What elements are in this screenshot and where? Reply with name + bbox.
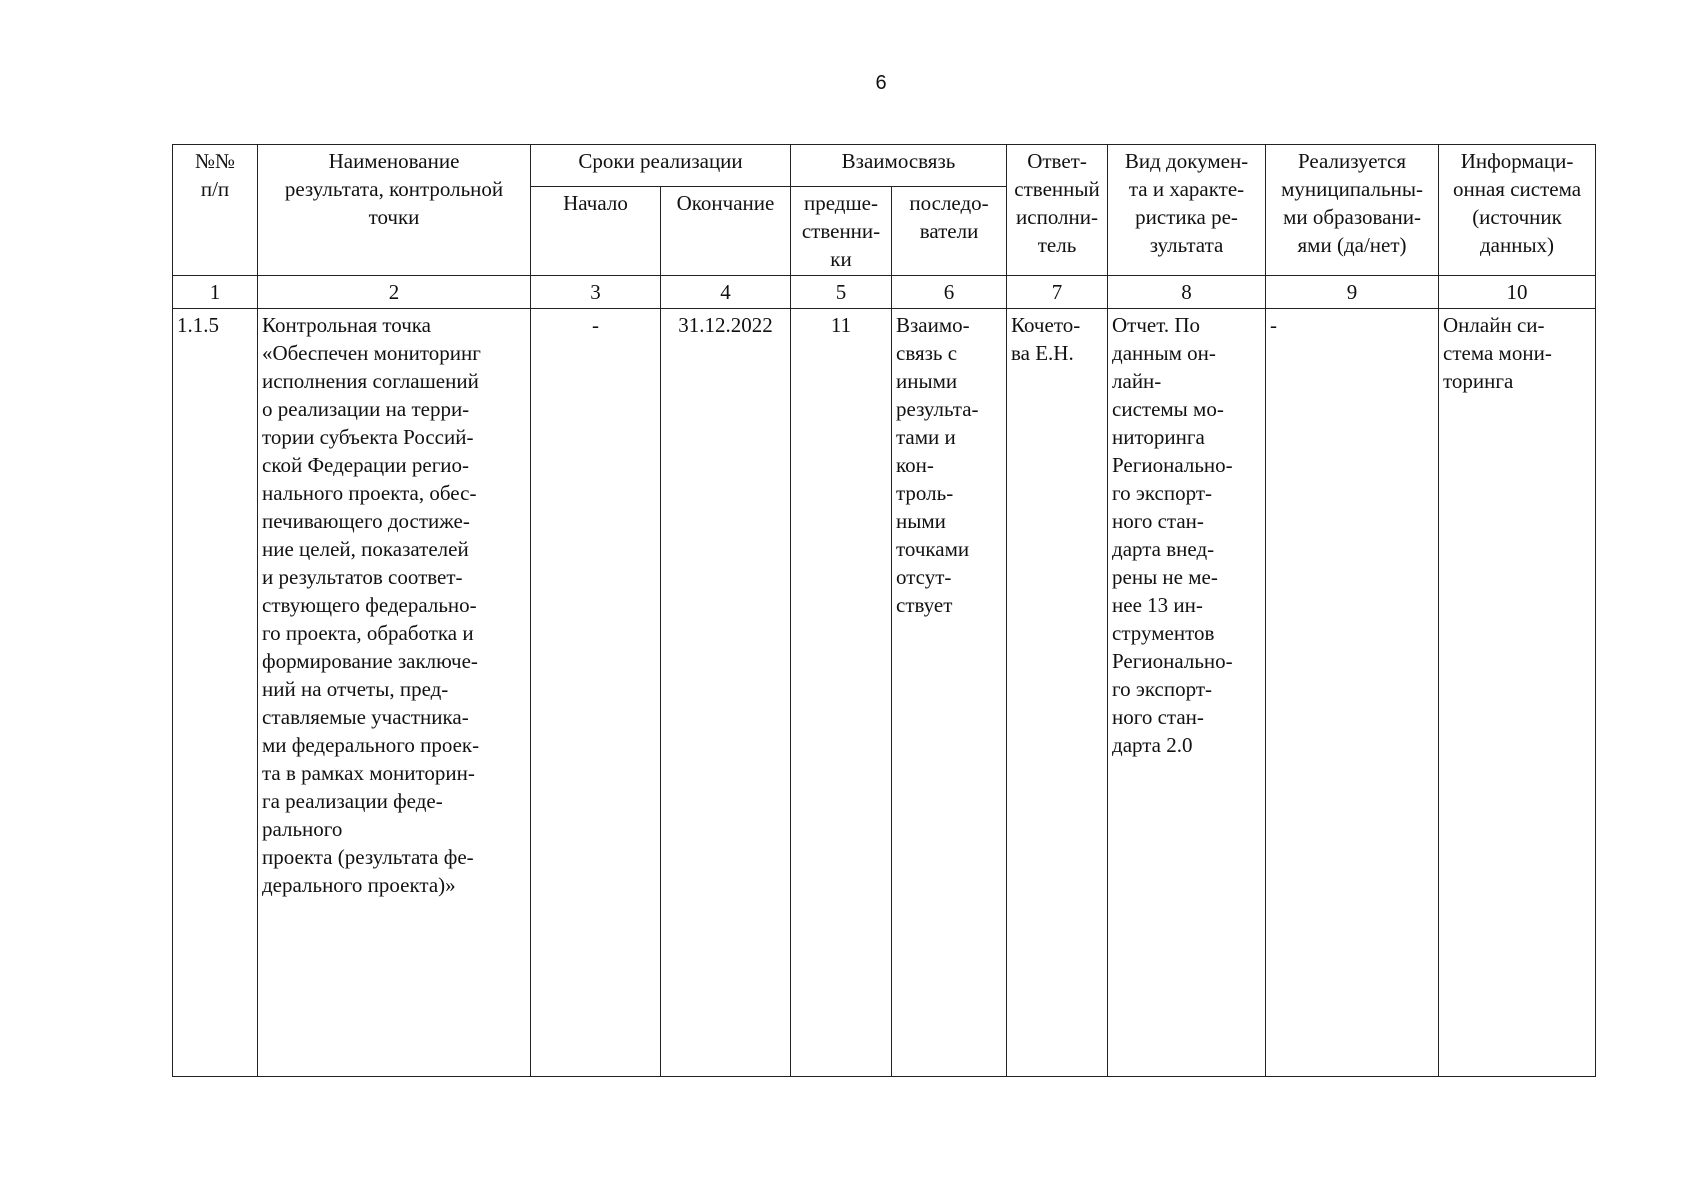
row-end: 31.12.2022 — [661, 309, 791, 1077]
row-info-system: Онлайн си- стема мони- торинга — [1439, 309, 1596, 1077]
row-successors: Взаимо- связь с иными результа- тами и кон- троль- ными точками отсут- ствует — [892, 309, 1007, 1077]
row-municipal: - — [1266, 309, 1439, 1077]
header-start: Начало — [531, 187, 661, 276]
col-number-4: 4 — [661, 276, 791, 309]
header-doc-type: Вид докумен- та и характе- ристика ре- зультата — [1108, 145, 1266, 276]
col-number-8: 8 — [1108, 276, 1266, 309]
header-predecessors: предше- ственни- ки — [791, 187, 892, 276]
col-number-9: 9 — [1266, 276, 1439, 309]
row-name: Контрольная точка «Обеспечен мониторинг исполнения соглашений о реализации на терри- тории субъекта Россий- ской Федерации регио- нального проекта, обес- печивающего достиже- ние целей, показателей и результатов соответ- ствующего федерально- го проекта, обработка и формирование заключе- ний на отчеты, пред- ставляемые участника- ми федерального проек- та в рамках мониторин- га реализации феде- рального проекта (результата фе- дерального проекта)» — [258, 309, 531, 1077]
header-num: №№ п/п — [173, 145, 258, 276]
page-number: 6 — [875, 72, 887, 94]
header-responsible: Ответ- ственный исполни- тель — [1007, 145, 1108, 276]
col-number-2: 2 — [258, 276, 531, 309]
row-num: 1.1.5 — [173, 309, 258, 1077]
plan-table — [172, 144, 1596, 1077]
col-number-5: 5 — [791, 276, 892, 309]
header-relation: Взаимосвязь — [791, 145, 1007, 187]
header-successors: последо- ватели — [892, 187, 1007, 276]
header-municipal: Реализуется муниципальны- ми образовани- ями (да/нет) — [1266, 145, 1439, 276]
col-number-10: 10 — [1439, 276, 1596, 309]
row-responsible: Кочето- ва Е.Н. — [1007, 309, 1108, 1077]
row-doc-type: Отчет. По данным он- лайн- системы мо- ниторинга Регионально- го экспорт- ного стан- дарта внед- рены не ме- нее 13 ин- струментов Регионально- го экспорт- ного стан- дарта 2.0 — [1108, 309, 1266, 1077]
col-number-6: 6 — [892, 276, 1007, 309]
row-predecessors: 11 — [791, 309, 892, 1077]
header-info-system: Информаци- онная система (источник данных) — [1439, 145, 1596, 276]
col-number-3: 3 — [531, 276, 661, 309]
table-row — [173, 309, 1596, 1077]
row-start: - — [531, 309, 661, 1077]
col-number-1: 1 — [173, 276, 258, 309]
header-end: Окончание — [661, 187, 791, 276]
col-number-7: 7 — [1007, 276, 1108, 309]
header-terms: Сроки реализации — [531, 145, 791, 187]
header-name: Наименование результата, контрольной точки — [258, 145, 531, 276]
